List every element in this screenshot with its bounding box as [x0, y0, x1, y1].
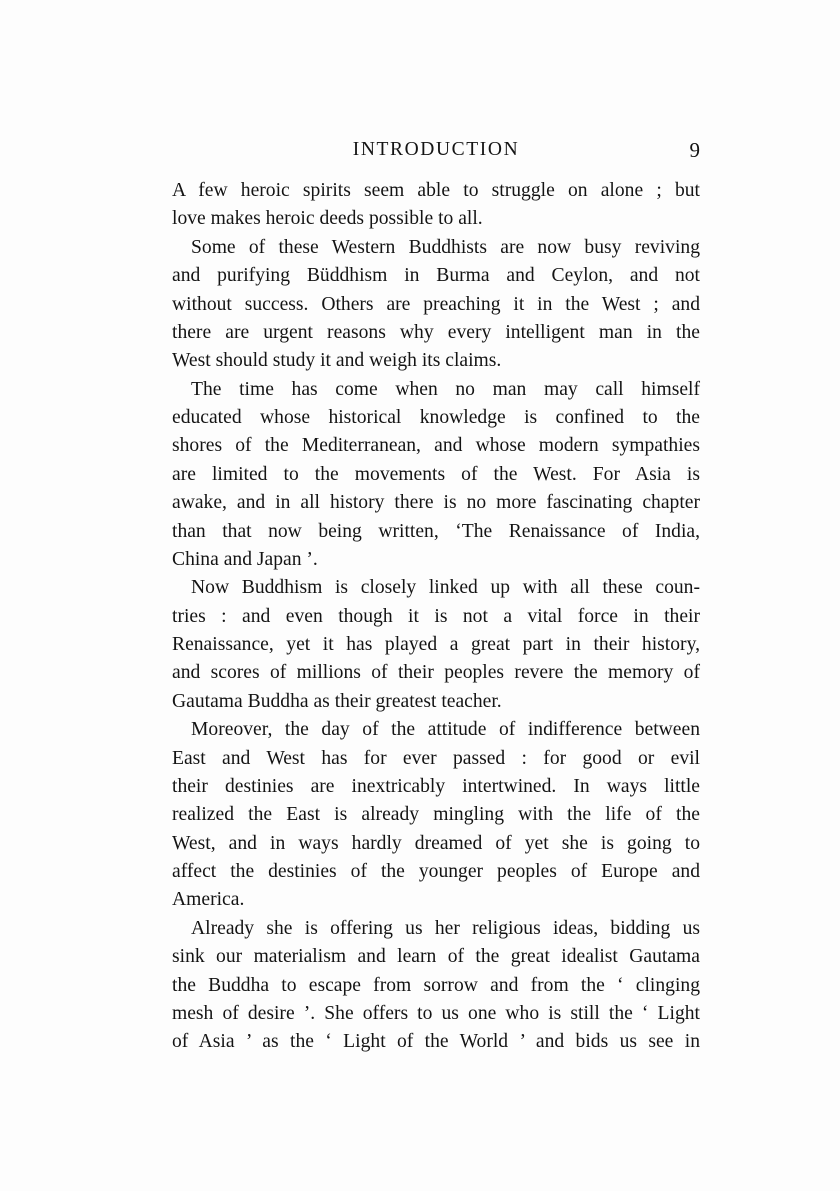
text-line: Already she is offering us her religious ideas, bidding us	[191, 917, 700, 939]
text-line: Renaissance, yet it has played a great part in their history,	[172, 634, 700, 655]
paragraph-6	[172, 915, 700, 1057]
text-line: West, and in ways hardly dreamed of yet she is going to	[172, 832, 700, 854]
text-line: sink our materialism and learn of the great idealist Gautama	[172, 946, 700, 968]
text-line: realized the East is already mingling with the life of the	[172, 804, 700, 826]
text-line: Some of these Western Buddhists are now busy reviving	[191, 236, 700, 258]
text-line: and scores of millions of their peoples revere the memory of	[172, 662, 700, 684]
text-line: are limited to the movements of the West. For Asia is	[172, 463, 700, 485]
running-head: INTRODUCTION	[352, 139, 520, 160]
text-line: West should study it and weigh its claims.	[172, 350, 502, 372]
paragraph-3	[172, 376, 700, 575]
paragraph-5	[172, 716, 700, 915]
paragraph-2	[172, 234, 700, 376]
text-line: than that now being written, ‘The Renaissance of India,	[172, 520, 700, 542]
text-line: educated whose historical knowledge is confined to the	[172, 407, 700, 428]
text-line: East and West has for ever passed : for good or evil	[172, 747, 700, 769]
text-line: A few heroic spirits seem able to struggle on alone ; but	[172, 180, 700, 201]
text-line: awake, and in all history there is no more fascinating chapter	[172, 492, 700, 514]
paragraph-4	[172, 574, 700, 716]
text-line: of Asia ’ as the ‘ Light of the World ’ and bids us see in	[172, 1031, 700, 1053]
page-number: 9	[689, 138, 700, 162]
text-line: and purifying Büddhism in Burma and Ceylon, and not	[172, 265, 700, 287]
text-line: there are urgent reasons why every intelligent man in the	[172, 321, 700, 343]
text-line: love makes heroic deeds possible to all.	[172, 208, 483, 230]
text-line: mesh of desire ’. She offers to us one who is still the ‘ Light	[172, 1002, 700, 1024]
body-text	[172, 177, 700, 1057]
text-line: Now Buddhism is closely linked up with all these coun-	[191, 577, 700, 599]
page-header	[172, 136, 700, 164]
text-line: Gautama Buddha as their greatest teacher.	[172, 690, 502, 712]
text-line: affect the destinies of the younger peoples of Europe and	[172, 861, 700, 882]
text-line: Moreover, the day of the attitude of indifference between	[191, 719, 700, 741]
paragraph-1	[172, 177, 700, 234]
text-line: their destinies are inextricably intertwined. In ways little	[172, 775, 700, 797]
text-line: The time has come when no man may call himself	[191, 378, 700, 400]
text-line: America.	[172, 889, 245, 911]
text-line: the Buddha to escape from sorrow and from the ‘ clinging	[172, 974, 700, 996]
text-line: without success. Others are preaching it in the West ; and	[172, 293, 700, 315]
text-line: shores of the Mediterranean, and whose modern sympathies	[172, 435, 700, 457]
text-line: China and Japan ’.	[172, 548, 318, 570]
text-line: tries : and even though it is not a vital force in their	[172, 605, 700, 627]
